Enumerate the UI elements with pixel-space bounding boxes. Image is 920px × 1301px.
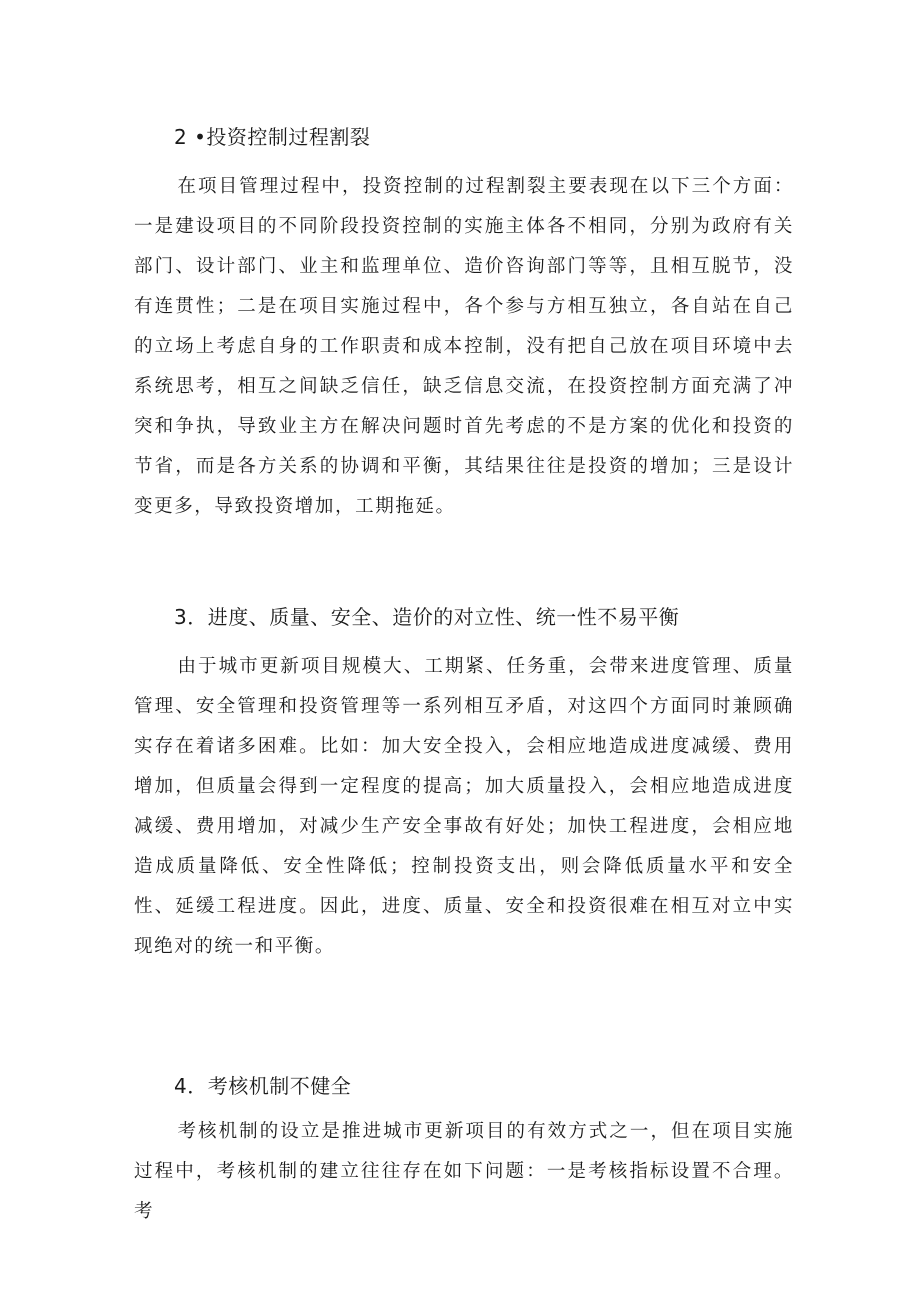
- section-body-assessment: [134, 1112, 794, 1232]
- section-body-investment-control: [134, 167, 794, 527]
- paragraph: 考核机制的设立是推进城市更新项目的有效方式之一，但在项目实施过程中，考核机制的建立往往存在如下问题：一是考核指标设置不合理。考: [134, 1121, 794, 1222]
- paragraph: 在项目管理过程中，投资控制的过程割裂主要表现在以下三个方面：一是建设项目的不同阶段投资控制的实施主体各不相同，分别为政府有关部门、设计部门、业主和监理单位、造价咨询部门等等，且相互脱节，没有连贯性；二是在项目实施过程中，各个参与方相互独立，各自站在自己的立场上考虑自身的工作职责和成本控制，没有把自己放在项目环境中去系统思考，相互之间缺乏信任，缺乏信息交流，在投资控制方面充满了冲突和争执，导致业主方在解决问题时首先考虑的不是方案的优化和投资的节省，而是各方关系的协调和平衡，其结果往往是投资的增加；三是设计变更多，导致投资增加，工期拖延。: [134, 176, 794, 517]
- paragraph: 由于城市更新项目规模大、工期紧、任务重，会带来进度管理、质量管理、安全管理和投资管理等一系列相互矛盾，对这四个方面同时兼顾确实存在着诸多困难。比如：加大安全投入，会相应地造成进度减缓、费用增加，但质量会得到一定程度的提高；加大质量投入，会相应地造成进度减缓、费用增加，对减少生产安全事故有好处；加快工程进度，会相应地造成质量降低、安全性降低；控制投资支出，则会降低质量水平和安全性、延缓工程进度。因此，进度、质量、安全和投资很难在相互对立中实现绝对的统一和平衡。: [134, 656, 794, 957]
- section-heading-assessment: 4．考核机制不健全: [174, 1074, 352, 1098]
- section-heading-balance: 3．进度、质量、安全、造价的对立性、统一性不易平衡: [174, 605, 680, 629]
- section-body-balance: [134, 647, 794, 967]
- section-heading-investment-control: 2 •投资控制过程割裂: [174, 125, 371, 149]
